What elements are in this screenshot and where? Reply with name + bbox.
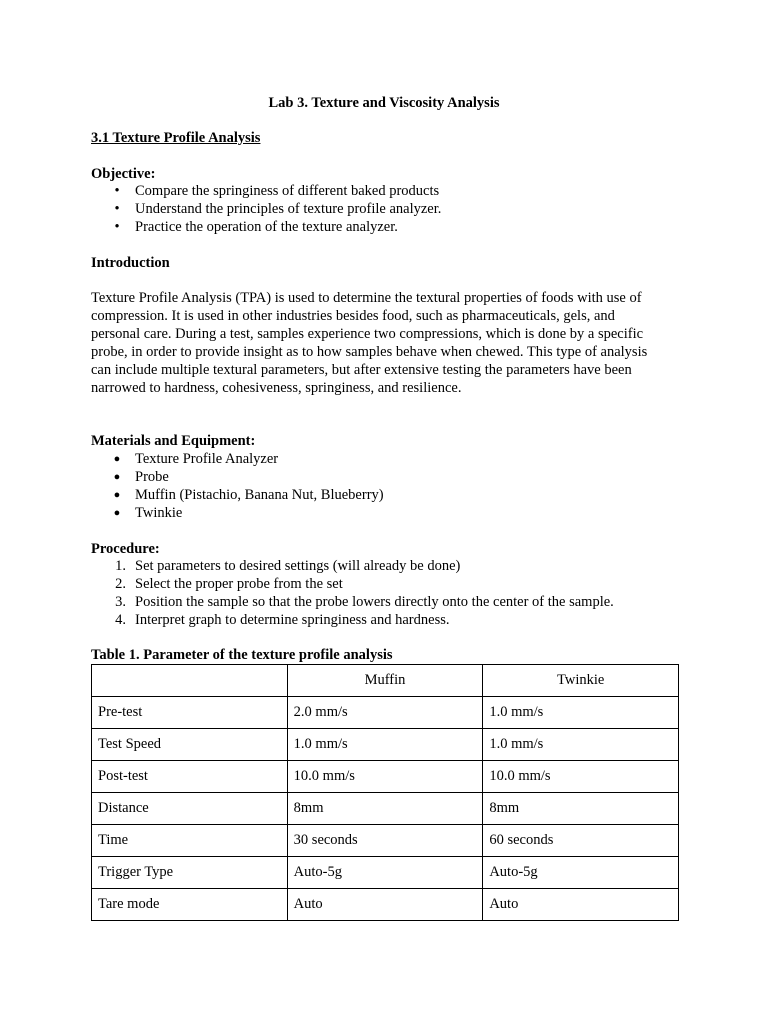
list-number: 1. bbox=[115, 558, 126, 574]
table-row bbox=[92, 729, 679, 761]
table-header-cell bbox=[92, 665, 288, 697]
table-cell: Test Speed bbox=[92, 729, 288, 761]
table-cell: Pre-test bbox=[92, 697, 288, 729]
page-title: Lab 3. Texture and Viscosity Analysis bbox=[268, 95, 500, 111]
table-cell: Distance bbox=[92, 793, 288, 825]
table-cell: 10.0 mm/s bbox=[483, 761, 679, 793]
table-cell: 60 seconds bbox=[483, 825, 679, 857]
bullet-icon: ● bbox=[113, 489, 121, 501]
bullet-icon: • bbox=[114, 201, 120, 217]
bullet-icon: ● bbox=[113, 471, 121, 483]
table-cell: 1.0 mm/s bbox=[287, 729, 483, 761]
list-number: 3. bbox=[115, 594, 126, 610]
materials-heading: Materials and Equipment: bbox=[91, 433, 256, 449]
bullet-icon: ● bbox=[113, 453, 121, 465]
table-header-row bbox=[92, 665, 679, 697]
table-cell: Auto bbox=[287, 889, 483, 921]
table-row bbox=[92, 825, 679, 857]
bullet-icon: • bbox=[114, 183, 120, 199]
table-row bbox=[92, 857, 679, 889]
table-row bbox=[92, 697, 679, 729]
table-cell: 10.0 mm/s bbox=[287, 761, 483, 793]
table-cell: 8mm bbox=[287, 793, 483, 825]
table-cell: Auto-5g bbox=[287, 857, 483, 889]
table-row bbox=[92, 793, 679, 825]
parameter-table bbox=[91, 664, 679, 921]
table-cell: Time bbox=[92, 825, 288, 857]
table-row bbox=[92, 889, 679, 921]
table-cell: Auto bbox=[483, 889, 679, 921]
bullet-icon: ● bbox=[113, 507, 121, 519]
list-number: 2. bbox=[115, 576, 126, 592]
table-cell: Auto-5g bbox=[483, 857, 679, 889]
list-number: 4. bbox=[115, 612, 126, 628]
introduction-heading: Introduction bbox=[91, 255, 170, 271]
bullet-icon: • bbox=[114, 219, 120, 235]
table-cell: 1.0 mm/s bbox=[483, 729, 679, 761]
table-header-cell: Twinkie bbox=[483, 665, 679, 697]
table-cell: 1.0 mm/s bbox=[483, 697, 679, 729]
table-cell: Tare mode bbox=[92, 889, 288, 921]
table-cell: Trigger Type bbox=[92, 857, 288, 889]
procedure-heading: Procedure: bbox=[91, 541, 160, 557]
table-cell: Post-test bbox=[92, 761, 288, 793]
table-caption: Table 1. Parameter of the texture profile analysis bbox=[91, 647, 393, 663]
table-cell: 8mm bbox=[483, 793, 679, 825]
table-cell: 2.0 mm/s bbox=[287, 697, 483, 729]
document-page: Lab 3. Texture and Viscosity Analysis 3.1 Texture Profile Analysis Objective: • Compare the springiness of different baked products • Understand the principles of texture profile analyzer. • Practice the operation of the texture analyzer. Introduction Texture Profile Analysis (TPA) is used to determine the textural properties of foods with use of compression. It is used in other industries besides food, such as pharmaceuticals, gels, and personal care. During a test, samples experience two compressions, which is done by a specific probe, in order to provide insight as to how samples behave when chewed. This type of analysis can include multiple textural parameters, but after extensive testing the parameters have been narrowed to hardness, cohesiveness, springiness, and resilience. Materials and Equipment: ● Texture Profile Analyzer ● Probe ● Muffin (Pistachio, Banana Nut, Blueberry) ● Twinkie Procedure: 1. Set parameters to desired settings (will already be done) 2. Select the proper probe from the set 3. Position the sample so that the probe lowers directly onto the center of the sample. 4. Interpret graph to determine springiness and hardness. Table 1. Parameter of the texture profile analysis Muffin Twinkie Pre-test 2.0 mm/s 1.0 mm/s Test Speed 1.0 mm/s 1.0 mm/s Post-test 10.0 mm/s 10.0 mm/s Distance 8mm 8mm Time 30 seconds 60 seconds Trigger Type Auto-5g Auto-5g Tare mode Auto Auto bbox=[0, 0, 768, 1024]
section-heading: 3.1 Texture Profile Analysis bbox=[91, 130, 261, 146]
table-row bbox=[92, 761, 679, 793]
table-header-cell: Muffin bbox=[287, 665, 483, 697]
objective-heading: Objective: bbox=[91, 166, 156, 182]
introduction-paragraph: Texture Profile Analysis (TPA) is used to determine the textural properties of foods with use of compression. It is used in other industries besides food, such as pharmaceuticals, gels, and personal care. During a test, samples experience two compressions, which is done by a specific probe, in order to provide insight as to how samples behave when chewed. This type of analysis can include multiple textural parameters, but after extensive testing the parameters have been narrowed to hardness, cohesiveness, springiness, and resilience. bbox=[91, 290, 648, 396]
table-cell: 30 seconds bbox=[287, 825, 483, 857]
